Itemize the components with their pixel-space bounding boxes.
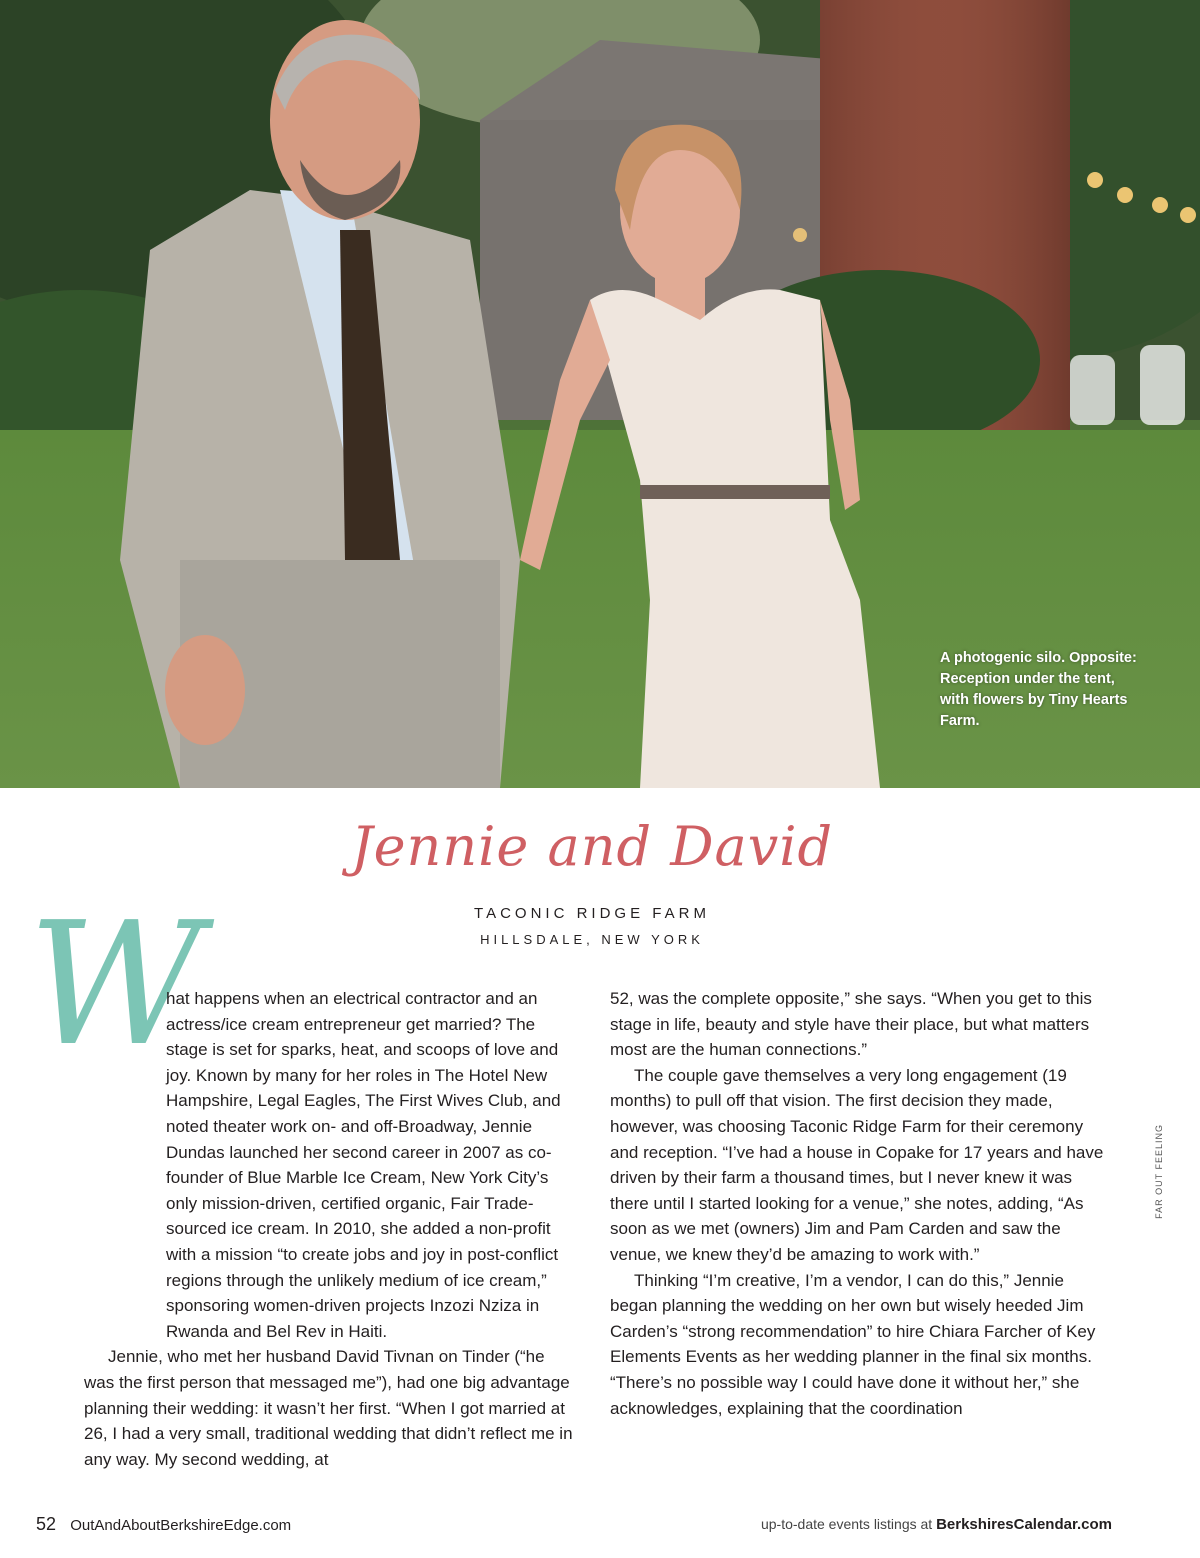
article-lead-paragraph: hat happens when an electrical contractor and an actress/ice cream entrepreneur get married? The stage is set for sparks, heat, and scoops of love and joy. Known by many for her roles in The Hotel New Hampshire, Legal Eagles, The First Wives Club, and noted theater work on- and off-Broadway, Jennie Dundas launched her second career in 2007 as co-founder of Blue Marble Ice Cream, New York City’s only mission-driven, certified organic, Fair Trade-sourced ice cream. In 2010, she added a non-profit with a mission “to create jobs and joy in post-conflict regions through the unlikely medium of ice cream,” sponsoring women-driven projects Inzozi Nziza in Rwanda and Bel Rev in Haiti.: [166, 989, 561, 1341]
photo-caption: A photogenic silo. Opposite: Reception under the tent, with flowers by Tiny Hearts Farm.: [940, 650, 1137, 729]
venue-name: TACONIC RIDGE FARM: [474, 905, 710, 922]
footer-right: [761, 1516, 1112, 1533]
drop-cap: W: [28, 886, 203, 1084]
venue-location: HILLSDALE, NEW YORK: [480, 932, 704, 947]
section-side-label: FAR OUT FEELING: [1154, 1124, 1164, 1219]
footer-calendar-link[interactable]: BerkshiresCalendar.com: [936, 1516, 1112, 1533]
footer-left: [36, 1514, 291, 1535]
footer-site-link[interactable]: OutAndAboutBerkshireEdge.com: [70, 1517, 292, 1534]
article-paragraph: Thinking “I’m creative, I’m a vendor, I can do this,” Jennie began planning the wedding on her own but wisely heeded Jim Carden’s “strong recommendation” to hire Chiara Farcher of Key Elements Events as her wedding planner in the final six months. “There’s no possible way I could have done it without her,” she acknowledges, explaining that the coordination: [610, 1270, 1096, 1418]
article-column-1: [84, 986, 574, 1472]
page-number: 52: [36, 1514, 57, 1534]
article-paragraph: 52, was the complete opposite,” she says. “When you get to this stage in life, beauty and style have their place, but what matters most are the human connections.”: [610, 989, 1092, 1060]
footer-listing-text: up-to-date events listings at: [760, 1516, 933, 1532]
article-column-2: [610, 986, 1115, 1421]
article-paragraph: The couple gave themselves a very long engagement (19 months) to pull off that vision. The first decision they made, however, was choosing Taconic Ridge Farm for their ceremony and reception. “I’ve had a house in Copake for 17 years and have driven by their farm a thousand times, but I never knew it was there until I started looking for a venue,” she notes, adding, “As soon as we met (owners) Jim and Pam Carden and saw the venue, we knew they’d be amazing to work with.”: [610, 1065, 1104, 1264]
article-title: Jennie and David: [350, 815, 834, 878]
article-paragraph: Jennie, who met her husband David Tivnan on Tinder (“he was the first person that messaged me”), had one big advantage planning their wedding: it wasn’t her first. “When I got married at 26, I had a very small, traditional wedding that didn’t reflect me in any way. My second wedding, at: [84, 1347, 573, 1469]
